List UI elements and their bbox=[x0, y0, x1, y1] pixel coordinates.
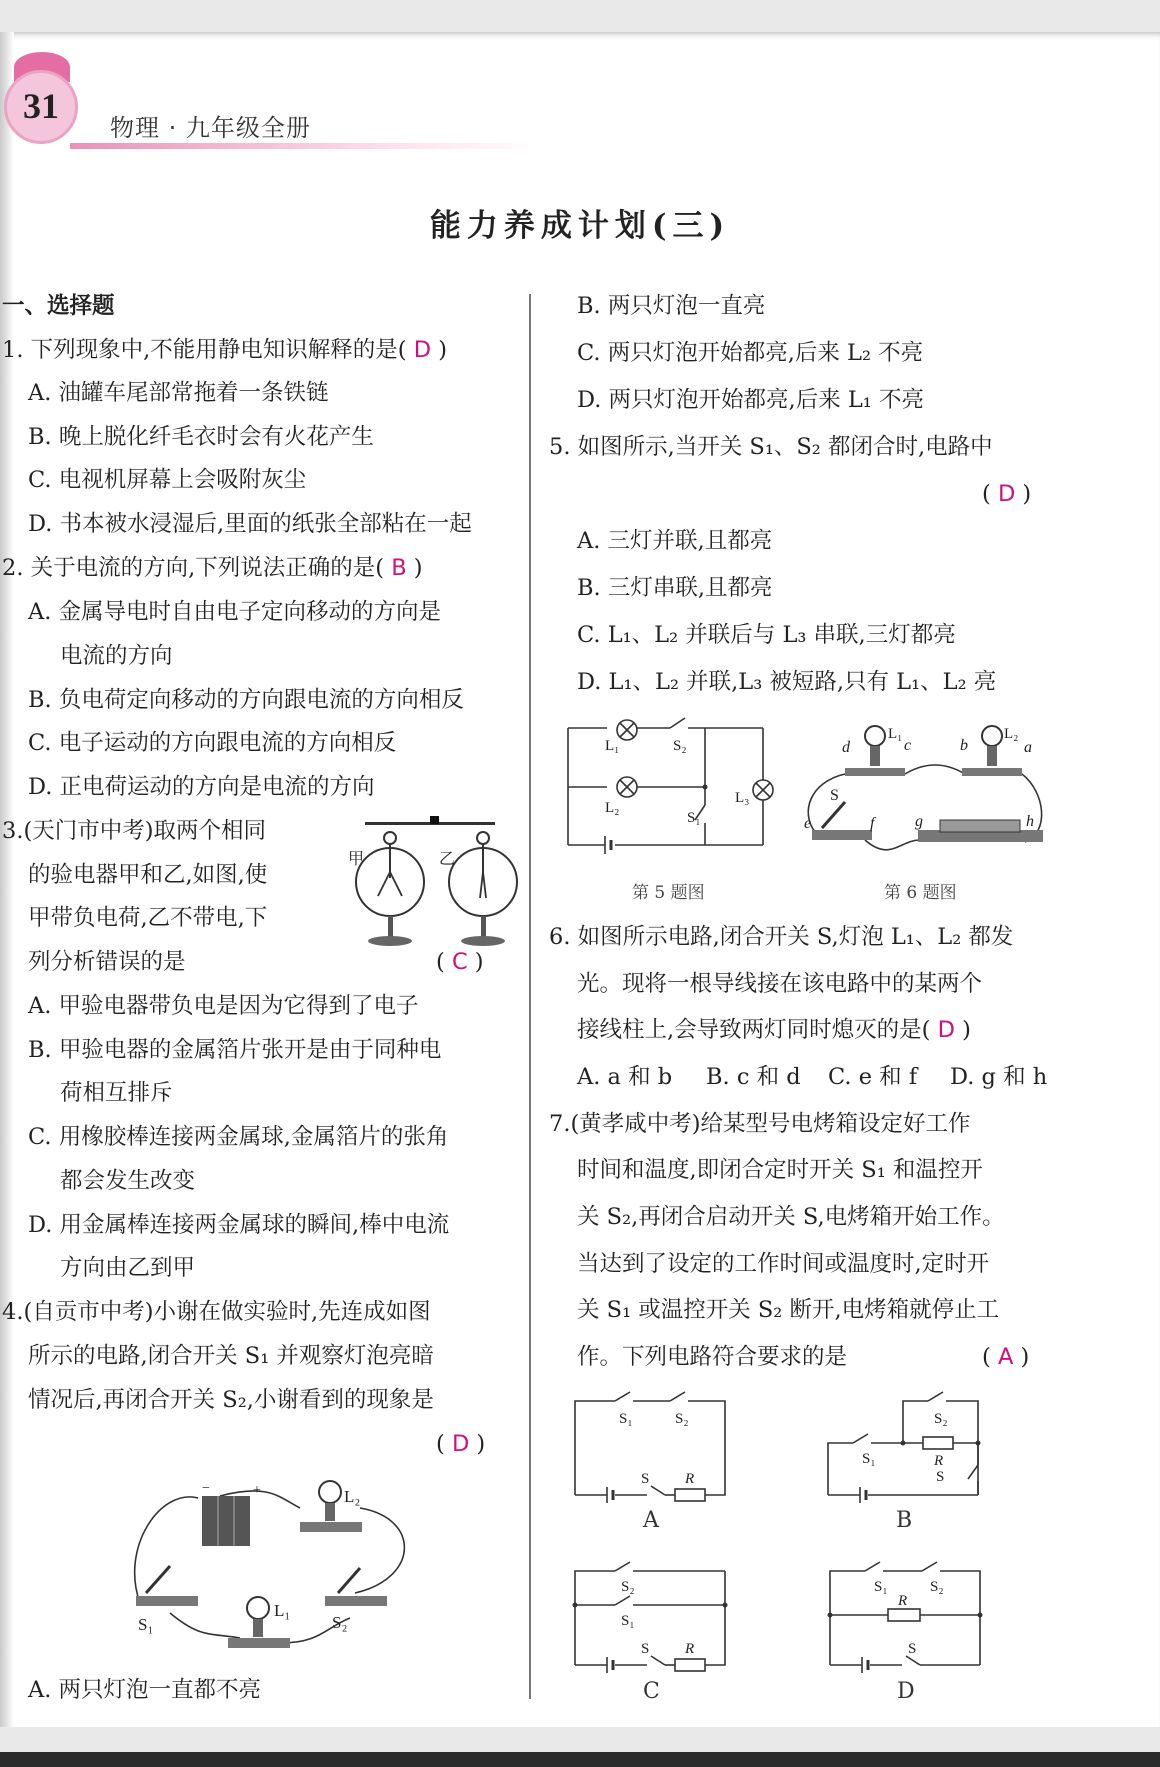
q3-option-a: A. 甲验电器带负电是因为它得到了电子 bbox=[28, 993, 419, 1019]
q7a-label-S1: S₁ bbox=[619, 1411, 633, 1427]
q3-option-d-cont: 方向由乙到甲 bbox=[60, 1255, 196, 1281]
q2-option-a: A. 金属导电时自由电子定向移动的方向是 bbox=[28, 599, 442, 625]
q7-stem-2: 时间和温度,即闭合定时开关 S₁ 和温控开 bbox=[577, 1157, 983, 1183]
q4-option-d: D. 两只灯泡开始都亮,后来 L₁ 不亮 bbox=[577, 387, 924, 413]
q6-option-d: D. g 和 h bbox=[950, 1064, 1048, 1090]
q5-circuit-figure bbox=[565, 720, 775, 850]
q7d-label-R: R bbox=[898, 1593, 908, 1609]
q6-label-a: a bbox=[1024, 739, 1032, 756]
q1-stem: 1. 下列现象中,不能用静电知识解释的是( D ) bbox=[2, 337, 447, 363]
q4-answer: D bbox=[451, 1431, 470, 1457]
q4-stem-3: 情况后,再闭合开关 S₂,小谢看到的现象是 bbox=[28, 1387, 434, 1413]
q7c-label-R: R bbox=[685, 1641, 695, 1657]
header-rule bbox=[70, 143, 540, 149]
q7d-label-S1: S₁ bbox=[874, 1579, 888, 1595]
q6-label-g: g bbox=[915, 813, 923, 830]
q5-option-a: A. 三灯并联,且都亮 bbox=[577, 528, 773, 554]
q6-label-e: e bbox=[804, 815, 812, 832]
q7-stem-4: 当达到了设定的工作时间或温度时,定时开 bbox=[577, 1251, 990, 1277]
q2-stem: 2. 关于电流的方向,下列说法正确的是( B ) bbox=[2, 555, 423, 581]
q6-caption: 第 6 题图 bbox=[884, 883, 957, 903]
q5-option-d: D. L₁、L₂ 并联,L₃ 被短路,只有 L₁、L₂ 亮 bbox=[577, 669, 997, 695]
q2-option-b: B. 负电荷定向移动的方向跟电流的方向相反 bbox=[28, 687, 464, 713]
q3-stem-1: 3.(天门市中考)取两个相同 bbox=[2, 818, 267, 844]
q3-answer-bracket: ( C ) bbox=[436, 949, 484, 975]
q6-label-f: f bbox=[870, 815, 875, 832]
svg-text:−: − bbox=[202, 1481, 210, 1496]
book-gutter bbox=[0, 32, 14, 1727]
q1-option-d: D. 书本被水浸湿后,里面的纸张全部粘在一起 bbox=[28, 511, 472, 537]
q7-stem-6: 作。下列电路符合要求的是 bbox=[577, 1344, 848, 1370]
q7d-label-S2: S₂ bbox=[930, 1579, 944, 1595]
q4-answer-bracket: ( D ) bbox=[436, 1431, 486, 1457]
q5-answer: D bbox=[997, 481, 1016, 507]
q7-circuit-d bbox=[830, 1565, 985, 1675]
q7-answer-bracket: ( A ) bbox=[982, 1344, 1030, 1370]
q7c-label-S2: S₂ bbox=[621, 1579, 635, 1595]
q4-label-L2: L₂ bbox=[344, 1487, 361, 1506]
q3-electroscope-figure bbox=[348, 812, 508, 952]
q7c-label-S1: S₁ bbox=[621, 1613, 635, 1629]
q7-circuit-c bbox=[575, 1565, 730, 1675]
page-title: 能力养成计划(三) bbox=[429, 208, 731, 244]
svg-text:+: + bbox=[253, 1483, 261, 1498]
q5-label-S2: S₂ bbox=[673, 738, 687, 754]
q3-answer: C bbox=[451, 949, 468, 975]
q4-label-S1: S₁ bbox=[138, 1615, 154, 1634]
q3-label-jia: 甲 bbox=[348, 851, 365, 868]
q2-option-d: D. 正电荷运动的方向是电流的方向 bbox=[28, 774, 375, 800]
q3-option-b-cont: 荷相互排斥 bbox=[60, 1080, 173, 1106]
q1-option-c: C. 电视机屏幕上会吸附灰尘 bbox=[28, 467, 307, 493]
q6-label-c: c bbox=[904, 737, 912, 754]
q7-stem-3: 关 S₂,再闭合启动开关 S,电烤箱开始工作。 bbox=[577, 1204, 1005, 1230]
q7a-label-S: S bbox=[641, 1471, 650, 1487]
q6-stem-2: 光。现将一根导线接在该电路中的某两个 bbox=[577, 971, 983, 997]
q4-stem-2: 所示的电路,闭合开关 S₁ 并观察灯泡亮暗 bbox=[28, 1343, 434, 1369]
q6-label-L2: L₂ bbox=[1004, 726, 1019, 742]
q2-option-c: C. 电子运动的方向跟电流的方向相反 bbox=[28, 730, 397, 756]
q6-circuit-figure bbox=[800, 722, 1050, 862]
q3-label-yi: 乙 bbox=[439, 851, 456, 868]
q5-label-S1: S₁ bbox=[687, 810, 701, 826]
q6-stem-1: 6. 如图所示电路,闭合开关 S,灯泡 L₁、L₂ 都发 bbox=[549, 924, 1014, 950]
book-title: 物理 · 九年级全册 bbox=[110, 114, 311, 142]
q1-answer: D bbox=[413, 337, 432, 363]
q6-answer: D bbox=[937, 1017, 955, 1043]
q4-circuit-figure bbox=[120, 1478, 420, 1658]
q6-label-L1: L₁ bbox=[888, 726, 903, 742]
column-divider bbox=[529, 294, 531, 1699]
q7-circuit-a bbox=[575, 1395, 730, 1505]
q7c-label-S: S bbox=[641, 1641, 650, 1657]
q5-label-L3: L₃ bbox=[735, 790, 750, 806]
q7-label-b: B bbox=[896, 1508, 913, 1533]
q5-answer-bracket: ( D ) bbox=[982, 481, 1032, 507]
q5-option-c: C. L₁、L₂ 并联后与 L₃ 串联,三灯都亮 bbox=[577, 622, 956, 648]
q6-label-b: b bbox=[960, 737, 968, 754]
q3-stem-2: 的验电器甲和乙,如图,使 bbox=[28, 862, 268, 888]
q7b-label-S1: S₁ bbox=[862, 1451, 876, 1467]
q1-option-b: B. 晚上脱化纤毛衣时会有火花产生 bbox=[28, 424, 374, 450]
q4-label-L1: L₁ bbox=[274, 1601, 291, 1620]
q2-option-a-cont: 电流的方向 bbox=[60, 643, 173, 669]
q7b-label-R: R bbox=[934, 1453, 944, 1469]
q4-label-S2: S₂ bbox=[332, 1613, 348, 1632]
q7a-label-S2: S₂ bbox=[675, 1411, 689, 1427]
q7-label-d: D bbox=[897, 1679, 915, 1704]
q2-answer: B bbox=[391, 555, 407, 581]
q4-option-c: C. 两只灯泡开始都亮,后来 L₂ 不亮 bbox=[577, 340, 924, 366]
q3-option-d: D. 用金属棒连接两金属球的瞬间,棒中电流 bbox=[28, 1212, 450, 1238]
q3-stem-4: 列分析错误的是 bbox=[28, 949, 186, 975]
section-heading: 一、选择题 bbox=[2, 293, 115, 319]
q5-stem: 5. 如图所示,当开关 S₁、S₂ 都闭合时,电路中 bbox=[549, 434, 993, 460]
q6-stem-3: 接线柱上,会导致两灯同时熄灭的是( D ) bbox=[577, 1017, 971, 1043]
q7b-label-S2: S₂ bbox=[934, 1411, 948, 1427]
q1-option-a: A. 油罐车尾部常拖着一条铁链 bbox=[28, 380, 329, 406]
q4-option-a: A. 两只灯泡一直都不亮 bbox=[28, 1677, 262, 1703]
q4-option-b: B. 两只灯泡一直亮 bbox=[577, 293, 766, 319]
q3-option-c: C. 用橡胶棒连接两金属球,金属箔片的张角 bbox=[28, 1124, 449, 1150]
q6-label-d: d bbox=[842, 739, 850, 756]
q5-caption: 第 5 题图 bbox=[632, 883, 705, 903]
q6-option-c: C. e 和 f bbox=[828, 1064, 918, 1090]
q7-label-c: C bbox=[643, 1679, 660, 1704]
q7a-label-R: R bbox=[685, 1471, 695, 1487]
q3-option-c-cont: 都会发生改变 bbox=[60, 1168, 196, 1194]
q6-option-b: B. c 和 d bbox=[706, 1064, 801, 1090]
q6-option-a: A. a 和 b bbox=[577, 1064, 673, 1090]
q4-stem-1: 4.(自贡市中考)小谢在做实验时,先连成如图 bbox=[2, 1299, 431, 1325]
q3-option-b: B. 甲验电器的金属箔片张开是由于同种电 bbox=[28, 1037, 442, 1063]
q6-label-h: h bbox=[1026, 813, 1034, 830]
q5-label-L1: L₁ bbox=[605, 738, 620, 754]
q5-label-L2: L₂ bbox=[605, 800, 620, 816]
bottom-bar bbox=[0, 1752, 1160, 1767]
q7-answer: A bbox=[997, 1344, 1014, 1370]
q7b-label-S: S bbox=[936, 1469, 945, 1485]
q5-option-b: B. 三灯串联,且都亮 bbox=[577, 575, 773, 601]
q7-stem-5: 关 S₁ 或温控开关 S₂ 断开,电烤箱就停止工 bbox=[577, 1297, 1000, 1323]
q7-circuit-b bbox=[828, 1395, 983, 1505]
page-number: 31 bbox=[4, 70, 78, 144]
q6-label-S: S bbox=[830, 787, 839, 804]
q3-stem-3: 甲带负电荷,乙不带电,下 bbox=[28, 905, 268, 931]
q7-label-a: A bbox=[643, 1508, 659, 1533]
q7d-label-S: S bbox=[908, 1641, 917, 1657]
q7-stem-1: 7.(黄孝咸中考)给某型号电烤箱设定好工作 bbox=[549, 1111, 971, 1137]
